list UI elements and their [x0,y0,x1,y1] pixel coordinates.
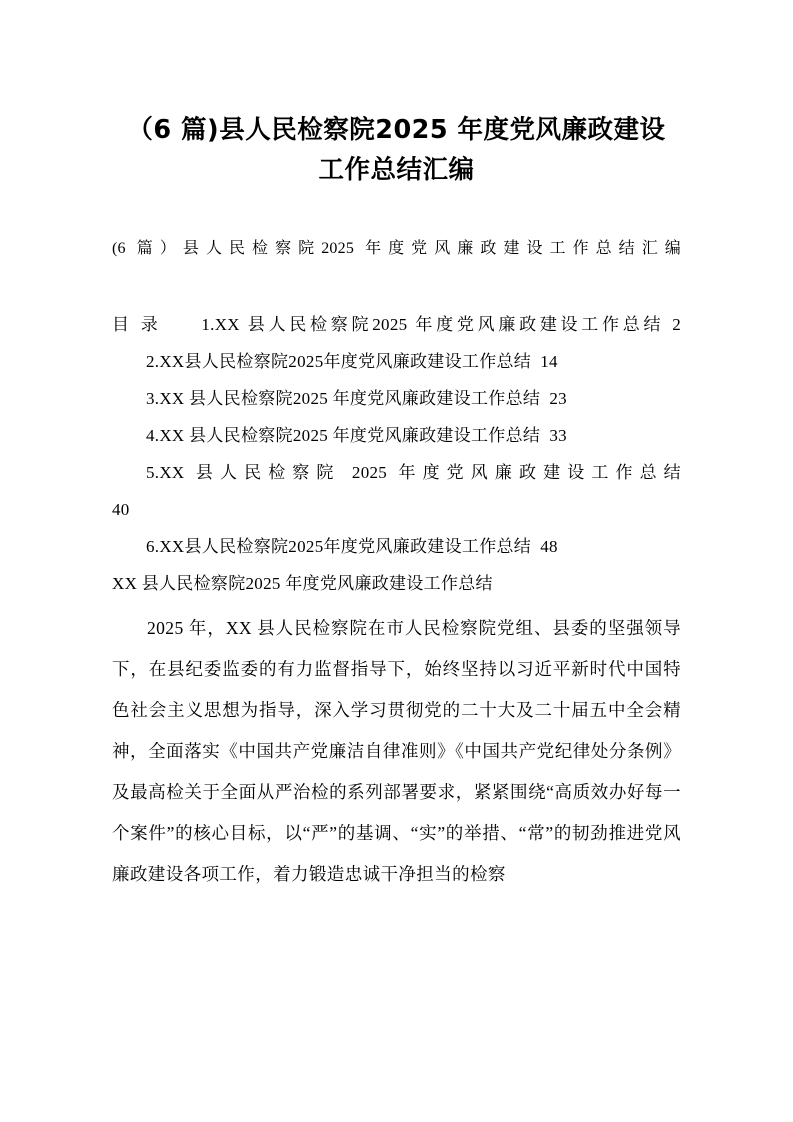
toc-entry-5-text: 5.XX 县人民检察院 2025 年度党风廉政建设工作总结 [146,463,681,482]
toc-entry-4-text: 4.XX 县人民检察院2025 年度党风廉政建设工作总结 [146,426,541,445]
document-subtitle: (6 篇）县人民检察院2025 年度党风廉政建设工作总结汇编 [112,240,681,257]
toc-entry-1-page: 2 [672,315,682,334]
toc-entry-6 [112,528,681,565]
toc-label: 目 录 [112,315,162,334]
toc-entry-4-page: 33 [549,426,567,445]
toc-entry-2-text: 2.XX县人民检察院2025年度党风廉政建设工作总结 [146,352,532,371]
toc-entry-6-text: 6.XX县人民检察院2025年度党风廉政建设工作总结 [146,537,532,556]
toc-entry-5-page-line [112,491,681,528]
toc-entry-1 [112,306,681,343]
toc-entry-2 [112,343,681,380]
toc-entry-5 [112,454,681,491]
toc-entry-3-text: 3.XX 县人民检察院2025 年度党风廉政建设工作总结 [146,389,541,408]
section-heading: XX 县人民检察院2025 年度党风廉政建设工作总结 [112,574,493,593]
toc-entry-3 [112,380,681,417]
toc-entry-1-text: 1.XX 县人民检察院2025 年度党风廉政建设工作总结 [201,315,665,334]
toc-entry-6-page: 48 [540,537,558,556]
toc-entry-4 [112,417,681,454]
toc-entry-5-page: 40 [112,500,130,519]
page-title: （6 篇)县人民检察院2025 年度党风廉政建设工作总结汇编 [127,115,666,185]
body-paragraph: 2025 年，XX 县人民检察院在市人民检察院党组、县委的坚强领导下，在县纪委监委的有力监督指导下，始终坚持以习近平新时代中国特色社会主义思想为指导，深入学习贯彻党的二十大及二十届五中全会精神，全面落实《中国共产党廉洁自律准则》《中国共产党纪律处分条例》及最高检关于全面从严治检的系列部署要求，紧紧围绕“高质效办好每一个案件”的核心目标，以“严”的基调、“实”的举措、“常”的韧劲推进党风廉政建设各项工作，着力锻造忠诚干净担当的检察 [112,618,681,884]
toc-entry-2-page: 14 [540,352,558,371]
toc-entry-3-page: 23 [549,389,567,408]
